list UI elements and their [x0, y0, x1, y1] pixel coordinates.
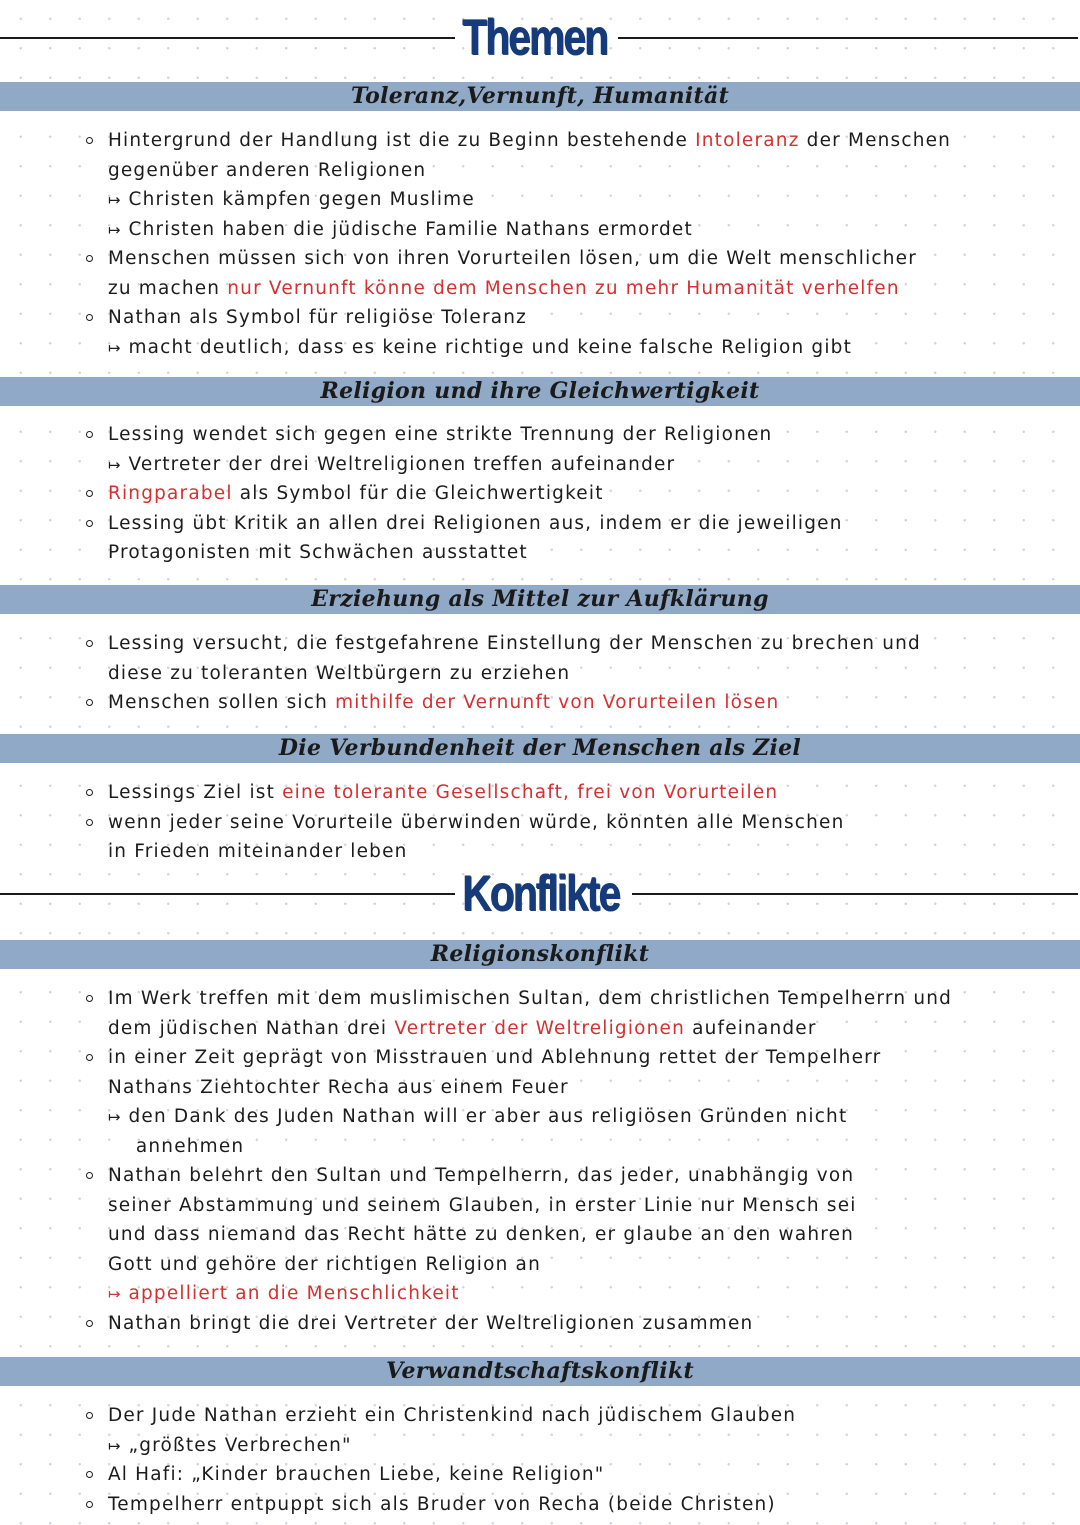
bullet-list: [84, 1401, 1074, 1519]
bullet-line: [84, 1401, 1072, 1431]
bullet-line: [84, 420, 1072, 450]
topic-heading-bar: [0, 585, 1080, 614]
bullet-dot-icon: [86, 995, 93, 1002]
bullet-list: [84, 420, 1074, 568]
bullet-item: [84, 1490, 1074, 1520]
text-segment: wenn jeder seine Vorurteile überwinden würde, könnten alle Menschen: [107, 811, 845, 833]
title-rule-left: [0, 37, 455, 39]
text-segment: Protagonisten mit Schwächen ausstattet: [107, 542, 528, 563]
topic-heading-bar: [0, 82, 1080, 111]
arrow-right-icon: ↦: [107, 1436, 121, 1455]
bullet-dot-icon: [86, 819, 93, 826]
topic-heading-bar: [0, 940, 1080, 969]
bullet-list: [84, 629, 1074, 718]
arrow-right-icon: ↦: [107, 338, 121, 357]
sub-bullet-line: [84, 1431, 1072, 1461]
text-segment: in einer Zeit geprägt von Misstrauen und Ablehnung rettet der Tempelherr: [107, 1047, 882, 1068]
topic-heading-bar: [0, 377, 1080, 406]
topic-heading: Erziehung als Mittel zur Aufklärung: [311, 586, 769, 612]
highlight-text: Intoleranz: [695, 130, 800, 151]
bullet-dot-icon: [86, 1172, 93, 1179]
bullet-line: [84, 479, 1072, 509]
text-segment: aufeinander: [685, 1017, 817, 1039]
text-segment: der Menschen: [799, 130, 952, 151]
bullet-dot-icon: [86, 1412, 93, 1419]
bullet-line: [84, 1073, 1072, 1103]
sub-bullet-line: [84, 185, 1072, 215]
bullet-line: [84, 538, 1072, 568]
text-segment: seiner Abstammung und seinem Glauben, in erster Linie nur Mensch sei: [107, 1194, 857, 1216]
bullet-item: [84, 1043, 1074, 1161]
text-segment: Vertreter der drei Weltreligionen treffen aufeinander: [128, 453, 676, 475]
bullet-line: [84, 1460, 1072, 1490]
bullet-dot-icon: [86, 1320, 93, 1327]
text-segment: Nathans Ziehtochter Recha aus einem Feuer: [107, 1076, 569, 1098]
sub-bullet-line: [84, 333, 1072, 363]
bullet-dot-icon: [86, 137, 93, 144]
text-segment: Hintergrund der Handlung ist die zu Beginn bestehende: [107, 130, 696, 151]
bullet-line: [84, 808, 1072, 838]
bullet-item: [84, 1401, 1074, 1460]
text-segment: als Symbol für die Gleichwertigkeit: [232, 483, 604, 504]
bullet-line: [84, 156, 1072, 186]
bullet-list: [84, 984, 1074, 1338]
section-title-text: Themen: [462, 9, 607, 65]
bullet-item: [84, 479, 1074, 509]
section-title-konflikte: [0, 858, 1080, 928]
text-segment: Lessing übt Kritik an allen drei Religionen aus, indem er die jeweiligen: [107, 512, 843, 534]
bullet-line: [84, 778, 1072, 808]
text-segment: Der Jude Nathan erzieht ein Christenkind nach jüdischem Glauben: [107, 1405, 797, 1426]
topic-heading: Die Verbundenheit der Menschen als Ziel: [278, 735, 802, 761]
title-rule-right: [632, 893, 1078, 895]
text-segment: Gott und gehöre der richtigen Religion an: [107, 1253, 541, 1275]
bullet-dot-icon: [86, 520, 93, 527]
bullet-dot-icon: [86, 314, 93, 321]
text-segment: Nathan als Symbol für religiöse Toleranz: [107, 307, 528, 328]
bullet-list: [84, 778, 1074, 867]
arrow-right-icon: ↦: [107, 455, 121, 474]
section-title-text: Konflikte: [462, 865, 619, 921]
section-title-themen: [0, 2, 1080, 72]
bullet-item: [84, 629, 1074, 688]
topic-heading-bar: [0, 1357, 1080, 1386]
bullet-item: [84, 778, 1074, 808]
bullet-item: [84, 303, 1074, 362]
arrow-right-icon: ↦: [107, 220, 121, 239]
highlight-text: mithilfe der Vernunft von Vorurteilen lösen: [335, 692, 780, 713]
bullet-line: [84, 659, 1072, 689]
topic-heading: Religion und ihre Gleichwertigkeit: [320, 378, 760, 404]
title-rule-left: [0, 893, 455, 895]
text-segment: dem jüdischen Nathan drei: [107, 1017, 395, 1039]
text-segment: Lessings Ziel ist: [107, 782, 283, 803]
bullet-line: [84, 688, 1072, 718]
bullet-line: [84, 509, 1072, 539]
arrow-right-icon: ↦: [107, 191, 121, 209]
highlight-text: appelliert an die Menschlichkeit: [128, 1283, 460, 1304]
sub-bullet-line: [84, 450, 1072, 480]
arrow-right-icon: ↦: [107, 1108, 121, 1126]
bullet-line: [84, 629, 1072, 659]
bullet-line: [84, 274, 1072, 304]
bullet-line: [84, 1220, 1072, 1250]
text-segment: Lessing wendet sich gegen eine strikte Trennung der Religionen: [107, 424, 773, 445]
text-segment: Menschen müssen sich von ihren Vorurteilen lösen, um die Welt menschlicher: [107, 248, 918, 269]
text-segment: gegenüber anderen Religionen: [107, 159, 427, 181]
bullet-dot-icon: [86, 789, 93, 796]
bullet-item: [84, 509, 1074, 568]
bullet-line: [84, 126, 1072, 156]
text-segment: Lessing versucht, die festgefahrene Einstellung der Menschen zu brechen und: [107, 633, 921, 654]
text-segment: den Dank des Juden Nathan will er aber aus religiösen Gründen nicht: [128, 1106, 848, 1127]
bullet-dot-icon: [86, 1501, 93, 1508]
text-segment: diese zu toleranten Weltbürgern zu erziehen: [107, 662, 571, 684]
text-segment: Nathan belehrt den Sultan und Tempelherrn, das jeder, unabhängig von: [107, 1165, 855, 1186]
bullet-dot-icon: [86, 1054, 93, 1061]
text-segment: annehmen: [135, 1135, 245, 1157]
text-segment: Nathan bringt die drei Vertreter der Weltreligionen zusammen: [107, 1312, 754, 1334]
bullet-dot-icon: [86, 699, 93, 706]
arrow-right-icon: ↦: [107, 1285, 121, 1303]
bullet-line: [84, 1250, 1072, 1280]
highlight-text: Ringparabel: [107, 483, 233, 504]
text-segment: Christen kämpfen gegen Muslime: [128, 189, 475, 210]
text-segment: und dass niemand das Recht hätte zu denken, er glaube an den wahren: [107, 1224, 855, 1245]
text-segment: Al Hafi: „Kinder brauchen Liebe, keine Religion": [107, 1464, 605, 1485]
highlight-text: eine tolerante Gesellschaft, frei von Vorurteilen: [282, 782, 779, 803]
text-segment: „größtes Verbrechen": [128, 1434, 352, 1456]
text-segment: macht deutlich, dass es keine richtige und keine falsche Religion gibt: [128, 336, 853, 358]
text-segment: Tempelherr entpuppt sich als Bruder von Recha (beide Christen): [107, 1493, 776, 1515]
title-rule-right: [618, 37, 1078, 39]
sub-bullet-line: [84, 1132, 1072, 1162]
bullet-item: [84, 1161, 1074, 1309]
bullet-item: [84, 1460, 1074, 1490]
sub-bullet-line: [84, 1279, 1072, 1309]
bullet-line: [84, 1161, 1072, 1191]
bullet-dot-icon: [86, 1471, 93, 1478]
sub-bullet-line: [84, 215, 1072, 245]
bullet-line: [84, 303, 1072, 333]
topic-heading: Verwandtschaftskonflikt: [386, 1358, 694, 1384]
bullet-item: [84, 244, 1074, 303]
topic-heading: Toleranz,Vernunft, Humanität: [350, 83, 730, 109]
bullet-item: [84, 1309, 1074, 1339]
bullet-item: [84, 126, 1074, 244]
highlight-text: nur Vernunft könne dem Menschen zu mehr Humanität verhelfen: [227, 277, 900, 299]
text-segment: zu machen: [107, 277, 228, 299]
bullet-line: [84, 1043, 1072, 1073]
text-segment: Menschen sollen sich: [107, 692, 336, 713]
bullet-dot-icon: [86, 431, 93, 438]
topic-heading: Religionskonflikt: [430, 941, 650, 967]
bullet-line: [84, 1014, 1072, 1044]
text-segment: in Frieden miteinander leben: [107, 841, 408, 862]
bullet-dot-icon: [86, 255, 93, 262]
bullet-line: [84, 1309, 1072, 1339]
bullet-item: [84, 420, 1074, 479]
bullet-list: [84, 126, 1074, 362]
bullet-line: [84, 244, 1072, 274]
highlight-text: Vertreter der Weltreligionen: [394, 1017, 686, 1039]
bullet-dot-icon: [86, 490, 93, 497]
bullet-dot-icon: [86, 640, 93, 647]
bullet-line: [84, 1490, 1072, 1520]
sub-bullet-line: [84, 1102, 1072, 1132]
bullet-line: [84, 1191, 1072, 1221]
text-segment: Im Werk treffen mit dem muslimischen Sultan, dem christlichen Tempelherrn und: [107, 988, 953, 1009]
bullet-item: [84, 688, 1074, 718]
topic-heading-bar: [0, 734, 1080, 763]
bullet-line: [84, 984, 1072, 1014]
bullet-item: [84, 984, 1074, 1043]
text-segment: Christen haben die jüdische Familie Nathans ermordet: [128, 218, 693, 240]
